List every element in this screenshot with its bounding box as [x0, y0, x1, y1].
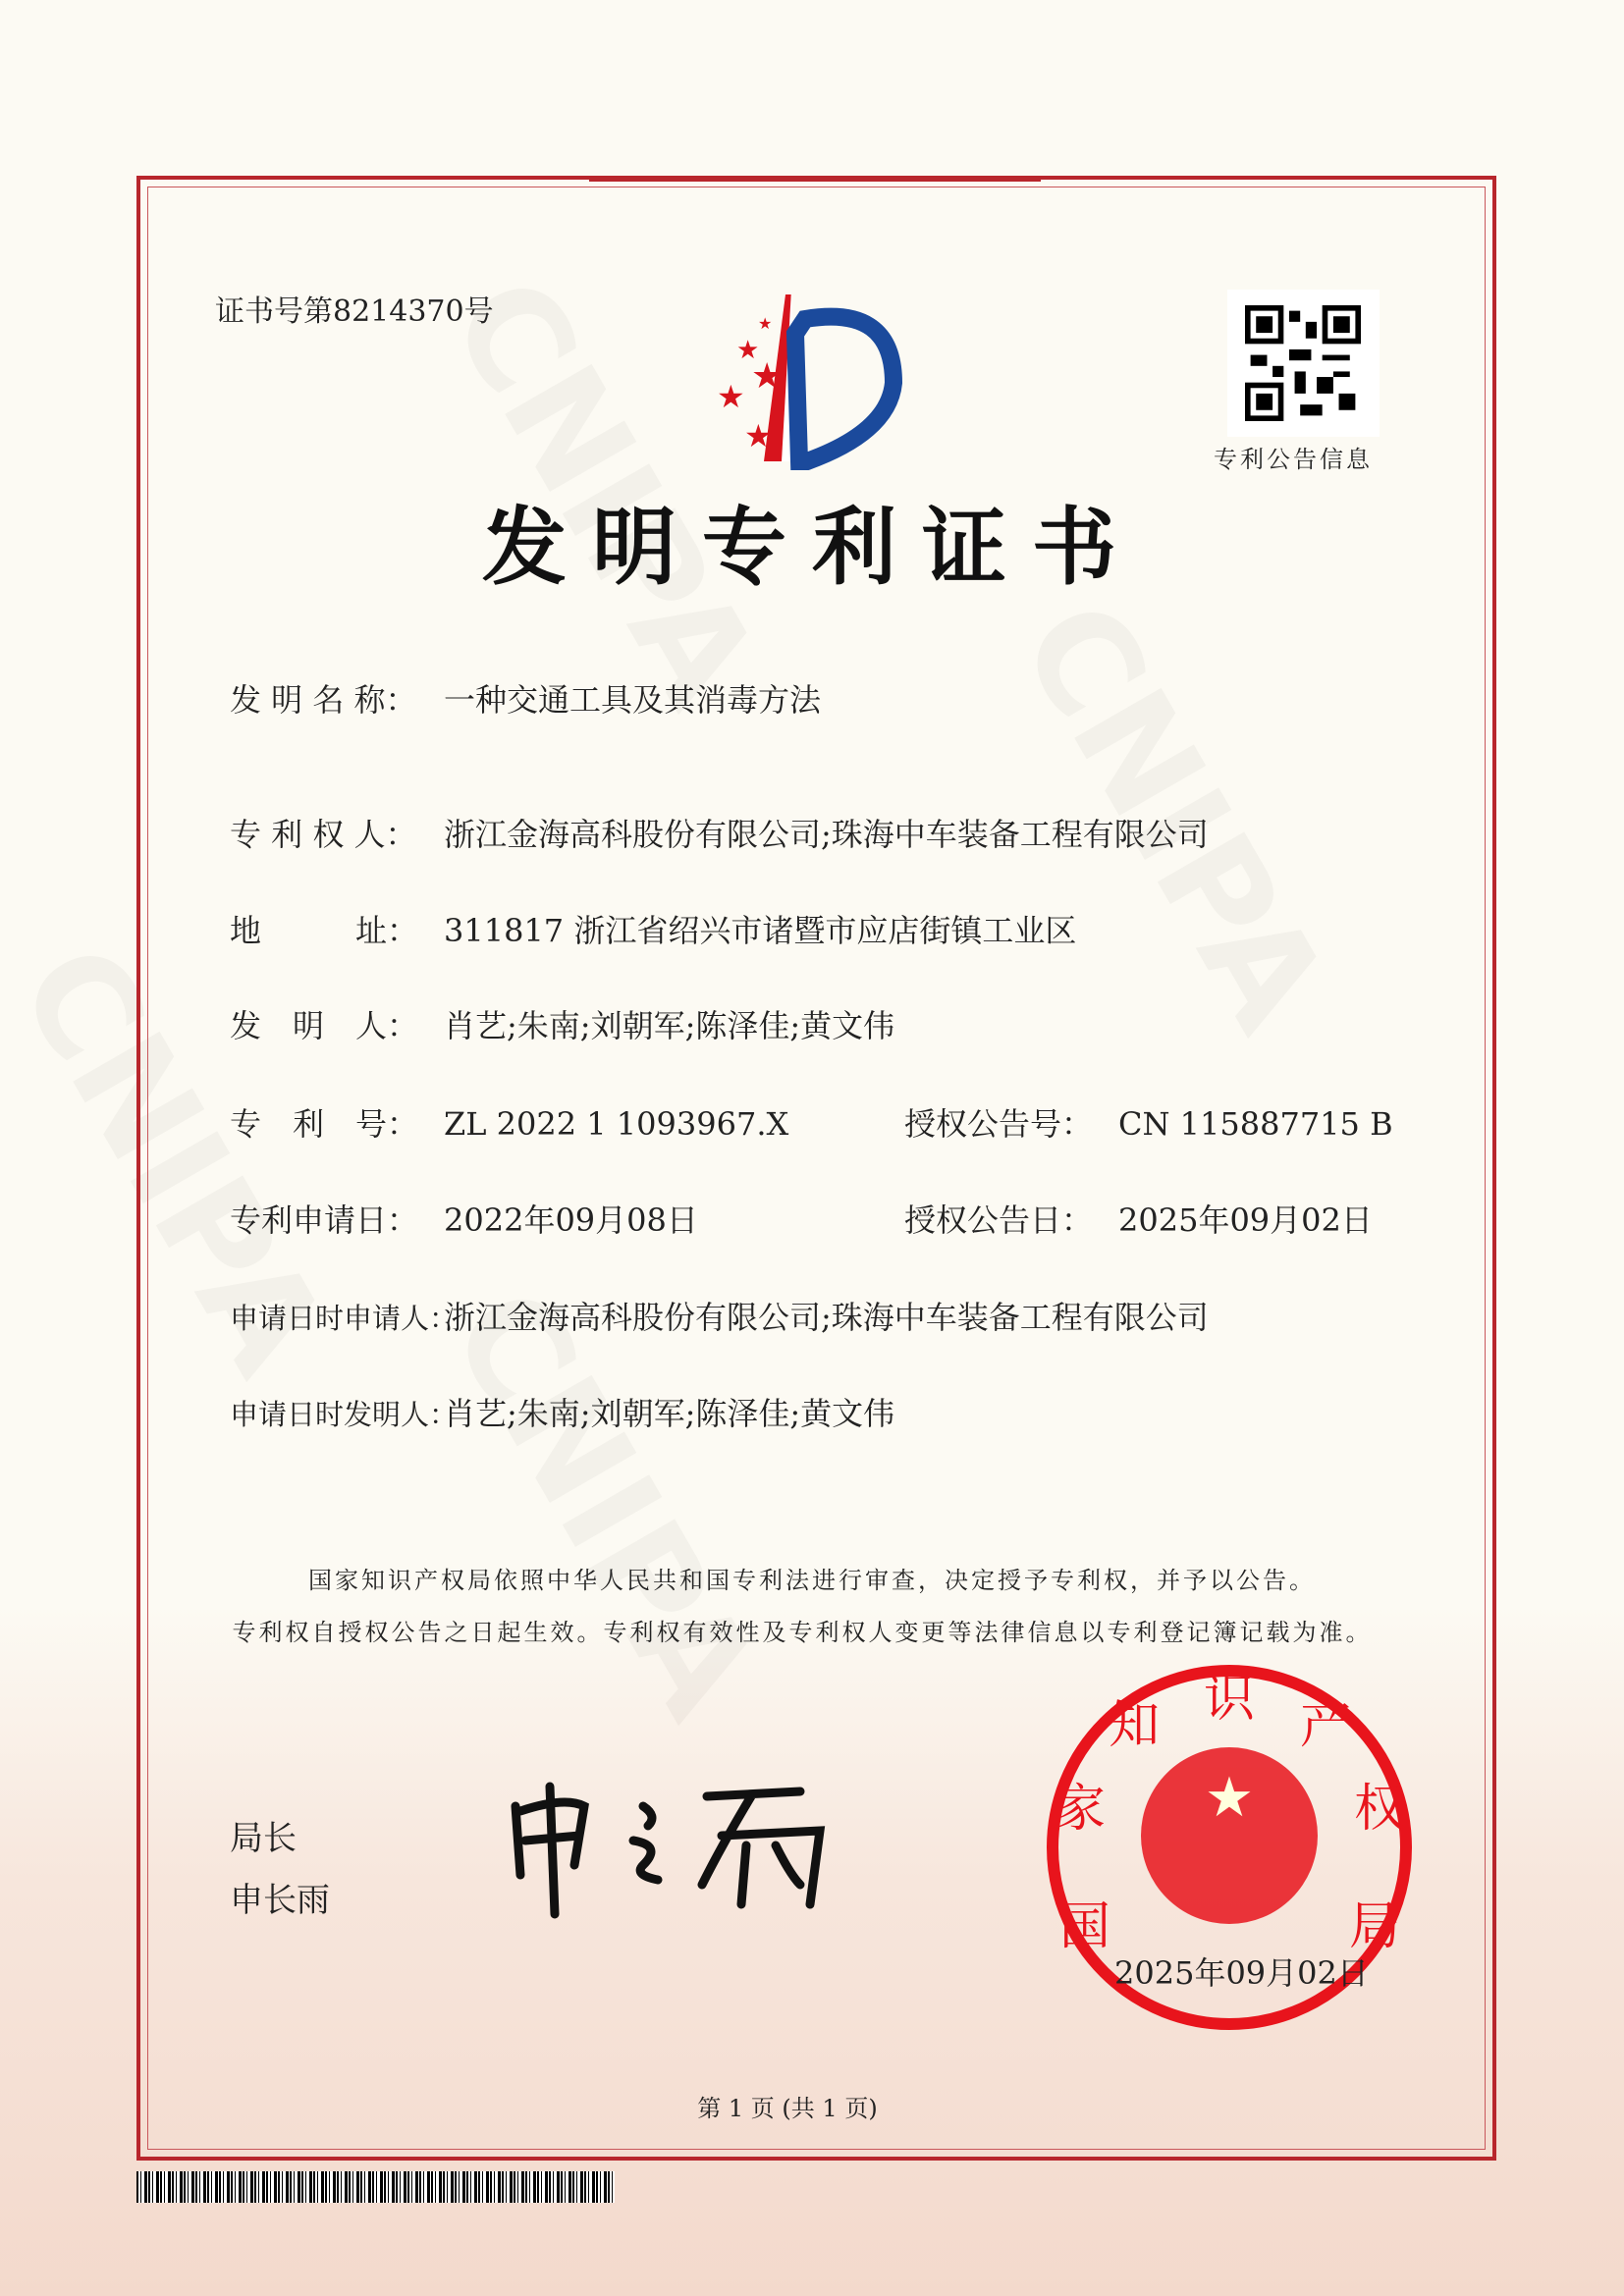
qr-label: 专利公告信息 [1214, 446, 1373, 473]
field-value: 浙江金海高科股份有限公司;珠海中车装备工程有限公司 [444, 1299, 1209, 1336]
qr-code[interactable] [1227, 290, 1380, 437]
svg-text:★: ★ [751, 356, 784, 397]
svg-text:★: ★ [758, 314, 773, 333]
chief-title: 局长 [230, 1819, 297, 1858]
field-label: 地 址： [230, 912, 419, 949]
field-patentee [230, 810, 1209, 855]
seal-date: 2025年09月02日 [1114, 1954, 1369, 1992]
svg-text:★: ★ [717, 378, 745, 415]
field-label: 发 明 名 称： [230, 681, 417, 719]
page-footer: 第 1 页 (共 1 页) [697, 2095, 878, 2122]
field-label: 发 明 人： [230, 1007, 419, 1044]
svg-text:知: 知 [1108, 1696, 1161, 1755]
field-value: 浙江金海高科股份有限公司;珠海中车装备工程有限公司 [444, 816, 1209, 853]
svg-text:识: 识 [1203, 1670, 1256, 1729]
field-label: 申请日时申请人： [230, 1302, 459, 1335]
field-grant-pub-date [904, 1196, 1373, 1241]
top-ornament [589, 142, 1041, 182]
svg-text:家: 家 [1054, 1780, 1107, 1839]
field-value: ZL 2022 1 1093967.X [444, 1105, 789, 1143]
field-inventor-at-filing [230, 1389, 894, 1434]
field-label: 申请日时发明人： [230, 1398, 459, 1431]
field-value: CN 115887715 B [1118, 1105, 1393, 1143]
statement-line-1: 国家知识产权局依照中华人民共和国专利法进行审查，决定授予专利权，并予以公告。 [308, 1567, 1316, 1594]
certificate-number: 证书号第8214370号 [215, 294, 494, 329]
svg-text:★: ★ [1204, 1766, 1255, 1830]
field-value: 311817 浙江省绍兴市诸暨市应店街镇工业区 [444, 912, 1077, 949]
signature [496, 1767, 839, 1924]
svg-text:产: 产 [1299, 1696, 1352, 1755]
field-label: 专 利 权 人： [230, 816, 417, 853]
field-inventors [230, 1001, 894, 1046]
field-value: 肖艺;朱南;刘朝军;陈泽佳;黄文伟 [444, 1007, 895, 1044]
field-invention-name [230, 675, 821, 721]
field-value: 一种交通工具及其消毒方法 [444, 681, 822, 719]
chief-name: 申长雨 [230, 1881, 330, 1920]
svg-text:局: 局 [1348, 1897, 1401, 1956]
svg-text:★: ★ [736, 336, 760, 365]
field-label: 授权公告号： [904, 1105, 1094, 1143]
page-title: 发明专利证书 [482, 499, 1142, 597]
cnipa-logo [697, 285, 943, 471]
field-filing-date [230, 1196, 698, 1241]
svg-text:权: 权 [1353, 1780, 1406, 1839]
field-label: 专 利 号： [230, 1105, 419, 1143]
field-value: 2025年09月02日 [1118, 1201, 1373, 1239]
barcode [136, 2171, 615, 2203]
field-grant-pub-number [904, 1099, 1393, 1145]
field-value: 肖艺;朱南;刘朝军;陈泽佳;黄文伟 [444, 1395, 895, 1432]
svg-text:国: 国 [1058, 1897, 1111, 1956]
field-label: 授权公告日： [904, 1201, 1094, 1239]
statement-line-2: 专利权自授权公告之日起生效。专利权有效性及专利权人变更等法律信息以专利登记簿记载为准。 [232, 1619, 1373, 1646]
field-applicant-at-filing [230, 1293, 1209, 1338]
field-value: 2022年09月08日 [444, 1201, 698, 1239]
svg-text:★: ★ [744, 417, 773, 454]
field-address [230, 906, 1076, 951]
field-label: 专利申请日： [230, 1201, 419, 1239]
field-patent-number [230, 1099, 788, 1145]
